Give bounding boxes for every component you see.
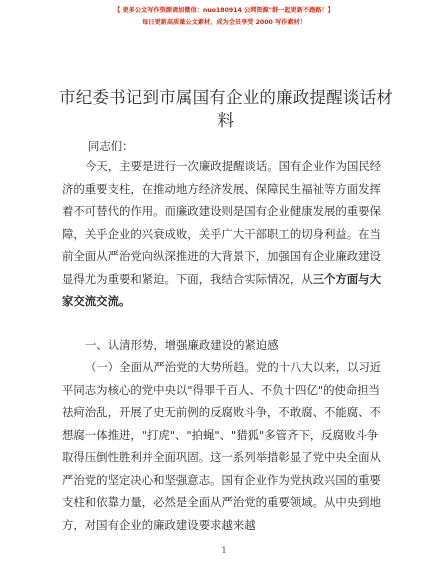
document-title: 市纪委书记到市属国有企业的廉政提醒谈话材料 xyxy=(59,88,393,130)
opening-paragraph xyxy=(62,155,388,313)
salutation: 同志们： xyxy=(88,139,134,153)
opening-paragraph-text: 今天，主要是进行一次廉政提醒谈话。国有企业作为国民经济的重要支柱，在推动地方经济发展、保障民生福祉等方面发挥着不可替代的作用。而廉政建设则是国有企业健康发展的重要保障，关乎企业的兴衰成败，关乎广大干部职工的切身利益。在当前全面从严治党向纵深推进的大背景下，加强国有企业廉政建设显得尤为重要和紧迫。下面，我结合实际情况，从 xyxy=(62,159,382,286)
promo-banner xyxy=(60,6,388,27)
page-number: 1 xyxy=(221,546,227,555)
section-heading-1: 一、认清形势，增强廉政建设的紧迫感 xyxy=(85,338,279,352)
promo-banner-line-1: 【 更多公文写作资源请加微信：nuo180914 公网资源"群一起更新不跑路！】 xyxy=(114,7,334,14)
section-1-paragraph-1: （一）全面从严治党的大势所趋。党的十八大以来，以习近平同志为核心的党中央以"得罪千百人、不负十四亿"的使命担当祛疴治乱，开展了史无前例的反腐败斗争，不敢腐、不能腐、不想腐一体推进，"打虎"、"拍蝇"、"猎狐"多管齐下，反腐败斗争取得压倒性胜利并全面巩固。这一系列举措彰显了党中央全面从严治党的坚定决心和坚强意志。国有企业作为党执政兴国的重要支柱和依靠力量，必然是全面从严治党的重要领域。从中央到地方，对国有企业的廉政建设要求越来越 xyxy=(62,360,382,532)
opening-paragraph-emphasis: 三个方面与大家交流交流。 xyxy=(62,271,381,308)
promo-banner-line-2: 每日更新高质量公文素材，成为会员享受 2000 写作素材！ xyxy=(142,19,306,26)
